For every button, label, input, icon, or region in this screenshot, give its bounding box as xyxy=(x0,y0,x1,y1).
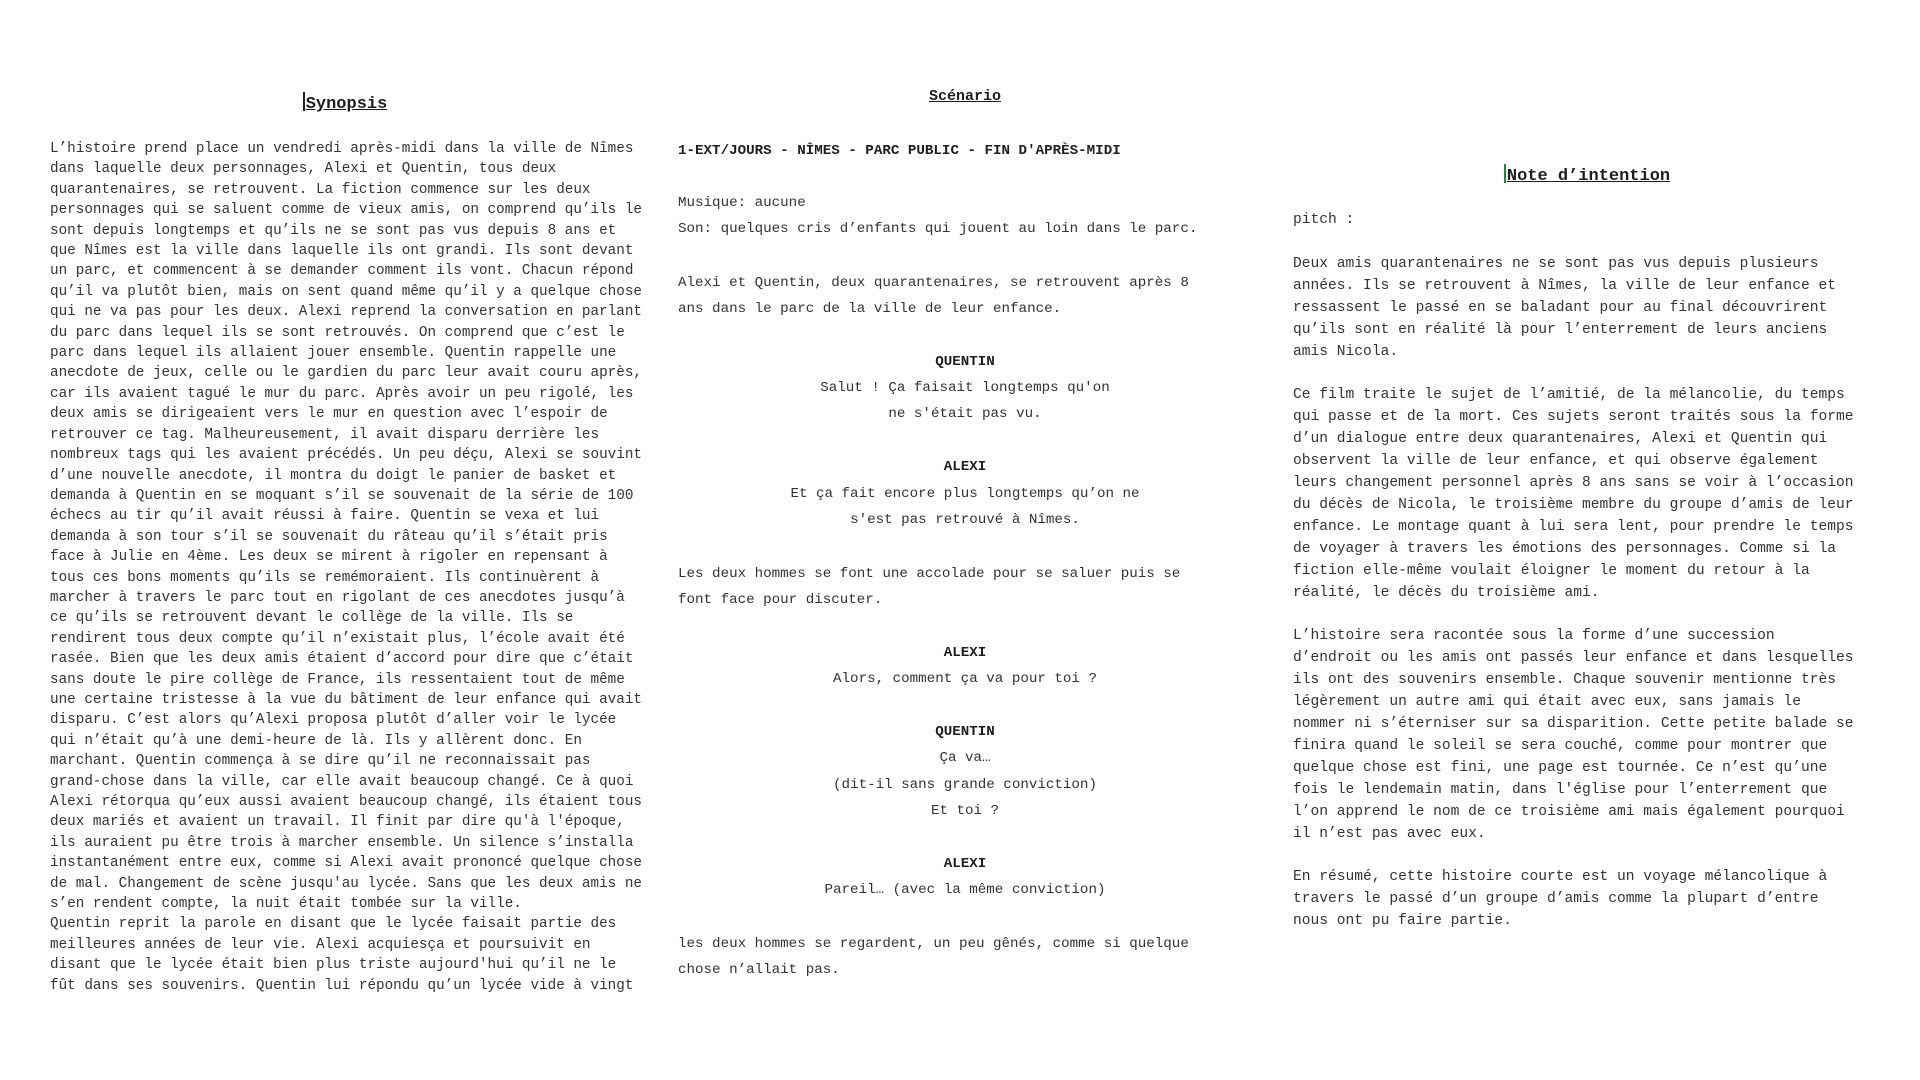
synopsis-line: demanda à Quentin en se moquant s’il se souvenait de la série de 100 xyxy=(50,487,634,504)
music-note: Musique: aucune xyxy=(678,195,806,211)
synopsis-line: un parc, et commencent à se demander comment ils vont. Chacun répond xyxy=(50,263,634,280)
dialogue-line: s'est pas retrouvé à Nîmes. xyxy=(850,512,1080,528)
dialogue-line: Alors, comment ça va pour toi ? xyxy=(833,671,1097,687)
dialogue-line: ne s'était pas vu. xyxy=(888,406,1042,422)
synopsis-line: instantanément entre eux, comme si Alexi avait prononcé quelque chose xyxy=(50,855,642,872)
synopsis-line: Quentin reprit la parole en disant que le lycée faisait partie des xyxy=(50,916,617,933)
action-line: chose n’allait pas. xyxy=(678,962,840,978)
synopsis-line: nombreux tags qui les avaient précédés. Un peu déçu, Alexi se souvint xyxy=(50,447,642,464)
synopsis-line: deux amis se dirigeaient vers le mur en question avec l’espoir de xyxy=(50,406,608,423)
synopsis-line: du parc dans lequel ils se sont retrouvés. On comprend que c’est le xyxy=(50,324,625,341)
synopsis-line: rasée. Bien que les deux amis étaient d’accord pour dire que c’était xyxy=(50,651,634,668)
synopsis-line: rendirent tous deux compte qu’il n’existait plus, l’école avait été xyxy=(50,630,625,647)
synopsis-line: de mal. Changement de scène jusqu'au lycée. Sans que les deux amis ne xyxy=(50,875,642,892)
action-line: Les deux hommes se font une accolade pour se saluer puis se xyxy=(678,566,1181,582)
synopsis-line: sans doute le pire collège de France, ils ressentaient tout de même xyxy=(50,671,625,688)
pitch-label: pitch : xyxy=(1293,212,1355,228)
synopsis-line: fût dans ses souvenirs. Quentin lui répondu qu’un lycée vide à vingt xyxy=(50,977,634,994)
sound-note: Son: quelques cris d’enfants qui jouent au loin dans le parc. xyxy=(678,221,1198,237)
synopsis-line: disant que le lycée était bien plus triste aujourd'hui qu’il ne le xyxy=(50,957,617,974)
action-line: les deux hommes se regardent, un peu gênés, comme si quelque xyxy=(678,936,1189,952)
synopsis-text[interactable] xyxy=(50,139,645,996)
note-paragraph[interactable]: Ce film traite le sujet de l’amitié, de la mélancolie, du temps qui passe et de la mort. Ces sujets seront traités sous la forme d’un dialogue entre deux quarantenaires, Alexi et Quentin qui observent la ville de leur enfance, et qui observe également leurs changement personnel après 8 ans sans se voir à l’occasion du décès de Nicola, le troisième membre du groupe d’amis de leur enfance. Le montage quant à lui sera lent, pour prendre le temps de voyager à travers les émotions des personnages. Comme si la fiction elle-même voulait éloigner le moment du retour à la réalité, le décès du troisième ami. xyxy=(1293,387,1854,601)
synopsis-line: dans laquelle deux personnages, Alexi et Quentin, tous deux xyxy=(50,161,557,178)
character-name: QUENTIN xyxy=(935,354,995,370)
synopsis-line: qui ne va pas pour les deux. Alexi reprend la conversation en parlant xyxy=(50,304,642,321)
dialogue-line: Ça va… xyxy=(939,750,991,766)
synopsis-line: ils auraient pu être trois à marcher ensemble. Un silence s’installa xyxy=(50,834,634,851)
synopsis-line: marchant. Quentin commença à se dire qu’il ne reconnaissait pas xyxy=(50,753,591,770)
synopsis-line: ce qu’ils se retrouvent devant le collège de la ville. Ils se xyxy=(50,610,574,627)
character-name: ALEXI xyxy=(943,856,987,872)
parenthetical: (dit-il sans grande conviction) xyxy=(833,777,1097,793)
synopsis-line: meilleures années de leur vie. Alexi acquiesça et poursuivit en xyxy=(50,936,591,953)
character-name: ALEXI xyxy=(943,645,987,661)
action-line: font face pour discuter. xyxy=(678,592,883,608)
synopsis-line: qu’il va plutôt bien, mais on sent quand même qu’il y a quelque chose xyxy=(50,283,642,300)
text-cursor xyxy=(1504,164,1506,183)
synopsis-line: s’en rendent compte, la nuit était tombée sur la ville. xyxy=(50,896,522,913)
action-line: ans dans le parc de la ville de leur enfance. xyxy=(678,301,1062,317)
synopsis-line: retrouver ce tag. Malheureusement, il avait disparu derrière les xyxy=(50,426,600,443)
synopsis-line: disparu. C’est alors qu’Alexi proposa plutôt d’aller voir le lycée xyxy=(50,712,617,729)
action-line: Alexi et Quentin, deux quarantenaires, se retrouvent après 8 xyxy=(678,275,1189,291)
synopsis-line: que Nîmes est la ville dans laquelle ils ont grandi. Ils sont devant xyxy=(50,243,634,260)
synopsis-line: qui n’était qu’à une demi-heure de là. Ils y allèrent donc. En xyxy=(50,732,582,749)
synopsis-line: deux mariés et avaient un travail. Il finit par dire qu'à l'époque, xyxy=(50,814,625,831)
dialogue-line: Salut ! Ça faisait longtemps qu'on xyxy=(820,380,1110,396)
note-paragraph[interactable]: L’histoire sera racontée sous la forme d’une succession d’endroit ou les amis ont passés leur enfance et dans lesquelles ils ont des souvenirs ensemble. Chaque souvenir mentionne très légèrement un autre ami qui était avec eux, sans jamais le nommer ni s’éterniser sur sa disparition. Cette petite balade se finira quand le soleil se sera couché, comme pour montrer que quelque chose est fini, une page est tournée. Ce n’est qu’une fois le lendemain matin, dans l'église pour l’enterrement que l’on apprend le nom de ce troisième ami mais également pourquoi il n’est pas avec eux. xyxy=(1293,628,1854,842)
synopsis-line: tous ces bons moments qu’ils se remémoraient. Ils continuèrent à xyxy=(50,569,600,586)
character-name: ALEXI xyxy=(943,459,987,475)
dialogue-line: Et toi ? xyxy=(930,803,1000,819)
synopsis-line: anecdote de jeux, celle ou le gardien du parc leur avait couru après, xyxy=(50,365,642,382)
scenario-title: Scénario xyxy=(928,88,1001,105)
synopsis-line: sont depuis longtemps et qu’ils ne se sont pas vus depuis 8 ans et xyxy=(50,222,617,239)
synopsis-line: Alexi rétorqua qu’eux aussi avaient beaucoup changé, ils étaient tous xyxy=(50,794,642,810)
synopsis-line: quarantenaires, se retrouvent. La fiction commence sur les deux xyxy=(50,181,591,198)
note-paragraph[interactable]: Deux amis quarantenaires ne se sont pas vus depuis plusieurs années. Ils se retrouvent à Nîmes, la ville de leur enfance et ressassent le passé en se baladant pour au final découvrirent qu’ils sont en réalité là pour l’enterrement de leurs anciens amis Nicola. xyxy=(1293,256,1836,360)
scene-heading: 1-EXT/JOURS - NÎMES - PARC PUBLIC - FIN D'APRÈS-MIDI xyxy=(678,143,1121,159)
synopsis-line: personnages qui se saluent comme de vieux amis, on comprend qu’ils le xyxy=(50,202,642,219)
dialogue-line: Et ça fait encore plus longtemps qu’on ne xyxy=(790,486,1140,502)
synopsis-line: L’histoire prend place un vendredi après-midi dans la ville de Nîmes xyxy=(50,141,634,157)
synopsis-line: parc dans lequel ils allaient jouer ensemble. Quentin rappelle une xyxy=(50,345,617,362)
synopsis-line: d’une nouvelle anecdote, il montra du doigt le panier de basket et xyxy=(50,467,617,484)
dialogue-line: Pareil… (avec la même conviction) xyxy=(824,882,1106,898)
synopsis-line: demanda à son tour s’il se souvenait du râteau qu’il s’était pris xyxy=(50,528,608,545)
synopsis-line: une certaine tristesse à la vue du bâtiment de leur enfance qui avait xyxy=(50,691,642,708)
synopsis-line: échecs au tir qu’il avait réussi à faire. Quentin se vexa et lui xyxy=(50,508,600,525)
text-cursor xyxy=(303,92,305,111)
synopsis-line: grand-chose dans la ville, car elle avait beaucoup changé. Ce à quoi xyxy=(50,773,634,790)
note-title: Note d’intention xyxy=(1293,164,1881,186)
synopsis-line: car ils avaient tagué le mur du parc. Après avoir un peu rigolé, les xyxy=(50,385,634,402)
note-paragraph[interactable]: En résumé, cette histoire courte est un voyage mélancolique à travers le passé d’un groupe d’amis comme la plupart d’entre nous ont pu faire partie. xyxy=(1293,869,1828,929)
synopsis-line: marcher à travers le parc tout en rigolant de ces anecdotes jusqu’à xyxy=(50,589,625,606)
synopsis-line: face à Julie en 4ème. Les deux se mirent à rigoler en repensant à xyxy=(50,549,608,566)
character-name: QUENTIN xyxy=(935,724,995,740)
synopsis-title: Synopsis xyxy=(50,92,640,114)
